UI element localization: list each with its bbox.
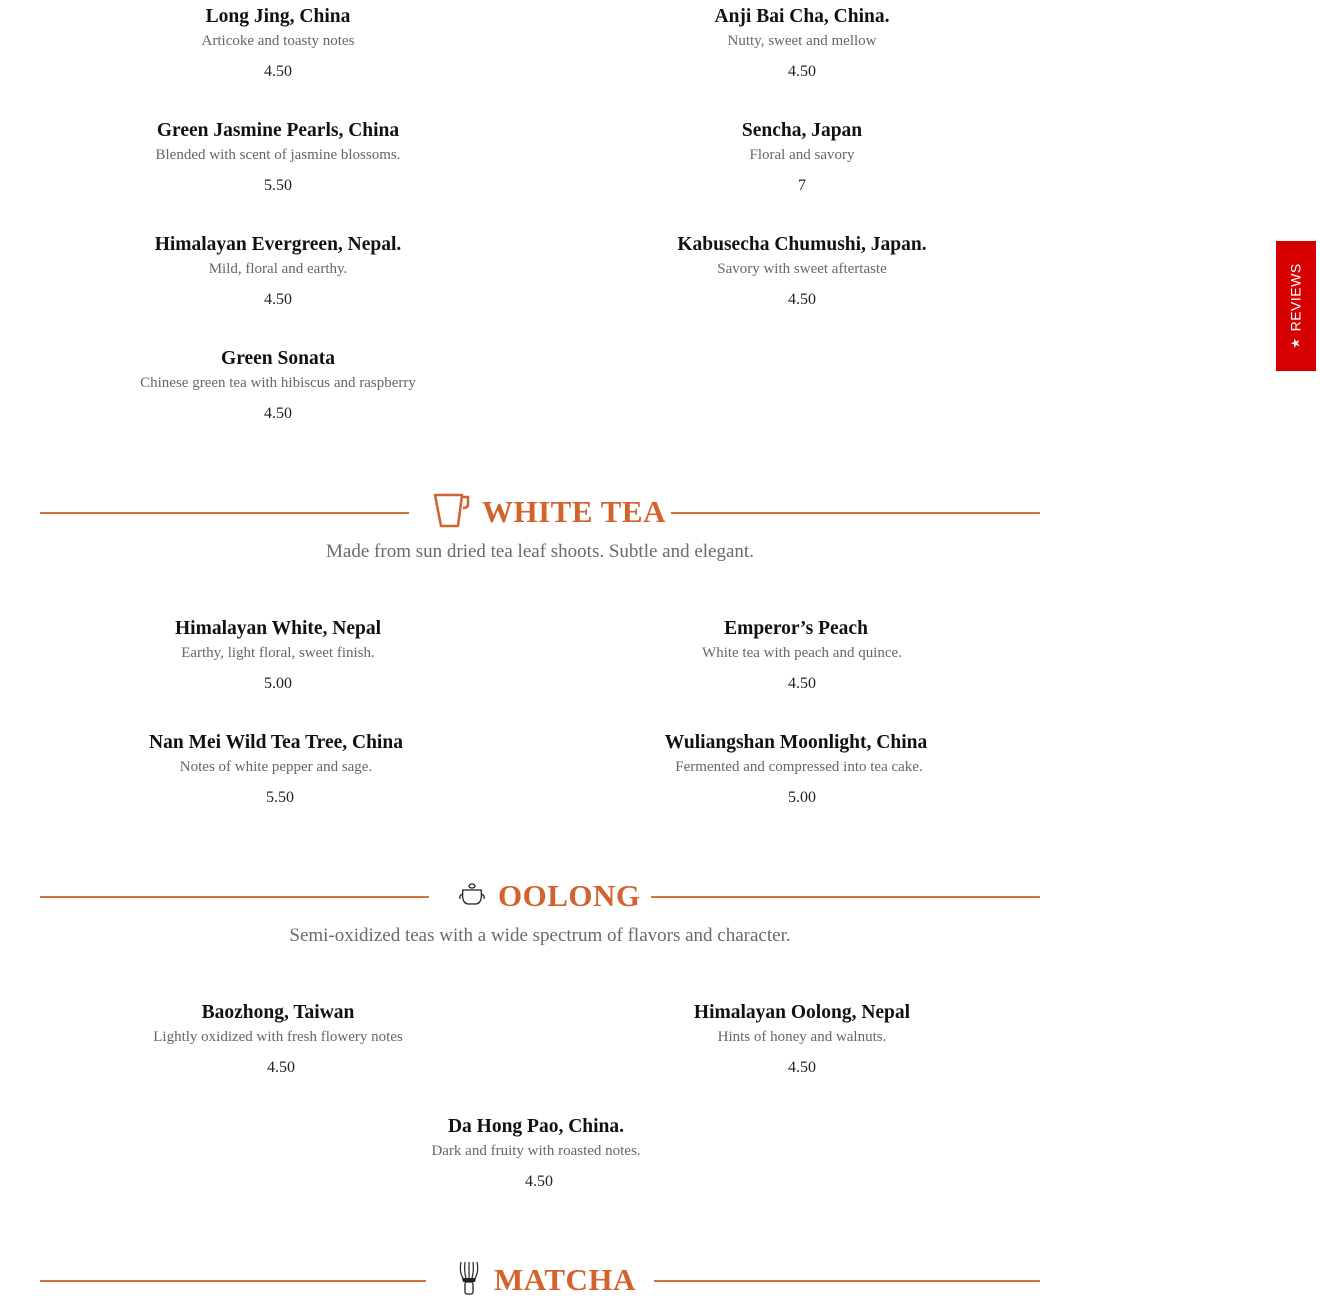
reviews-tab-content [1288, 263, 1304, 348]
menu-item [572, 235, 1032, 308]
section-title-wrap [432, 492, 666, 532]
item-description: Hints of honey and walnuts. [717, 1029, 887, 1045]
item-name: Da Hong Pao, China. [447, 1116, 625, 1137]
item-name: Long Jing, China [205, 6, 351, 27]
item-price: 7 [798, 177, 806, 194]
menu-item [572, 1003, 1032, 1076]
menu-item [48, 7, 508, 80]
item-name: Kabusecha Chumushi, Japan. [677, 234, 927, 255]
menu-item [572, 121, 1032, 194]
teapot-icon [458, 881, 486, 912]
teacup-icon [432, 492, 470, 533]
item-name: Himalayan Oolong, Nepal [693, 1002, 911, 1023]
menu-item [48, 619, 508, 692]
section-title: WHITE TEA [482, 494, 666, 529]
section-header-oolong [40, 876, 1040, 916]
menu-item [48, 121, 508, 194]
item-name: Emperor’s Peach [724, 618, 868, 639]
item-description: Lightly oxidized with fresh flowery notes [153, 1029, 403, 1045]
item-name: Himalayan White, Nepal [174, 618, 382, 639]
section-title: OOLONG [498, 878, 641, 913]
menu-item [46, 733, 506, 806]
item-description: Floral and savory [749, 147, 855, 163]
section-description: Semi-oxidized teas with a wide spectrum of flavors and character. [289, 925, 791, 946]
menu-item [572, 7, 1032, 80]
item-description: Articoke and toasty notes [201, 33, 355, 49]
item-price: 5.00 [264, 675, 292, 692]
item-name: Wuliangshan Moonlight, China [664, 732, 928, 753]
star-icon: ★ [1289, 337, 1303, 349]
menu-item [566, 733, 1026, 806]
item-price: 4.50 [264, 291, 292, 308]
item-price: 4.50 [264, 405, 292, 422]
item-price: 4.50 [788, 1059, 816, 1076]
item-name: Anji Bai Cha, China. [714, 6, 890, 27]
menu-item [566, 619, 1026, 692]
item-price: 5.50 [266, 789, 294, 806]
item-name: Green Sonata [221, 348, 335, 369]
reviews-tab-button[interactable] [1276, 241, 1316, 371]
item-price: 4.50 [267, 1059, 295, 1076]
section-title: MATCHA [494, 1262, 636, 1297]
divider-right [651, 896, 1040, 898]
item-description: Blended with scent of jasmine blossoms. [155, 147, 401, 163]
reviews-tab-label: REVIEWS [1288, 263, 1304, 332]
item-description: Earthy, light floral, sweet finish. [181, 645, 375, 661]
item-name: Baozhong, Taiwan [201, 1002, 355, 1023]
divider-right [654, 1280, 1040, 1282]
menu-item [306, 1117, 766, 1190]
section-title-wrap [458, 876, 641, 916]
divider-left [40, 512, 409, 514]
item-price: 4.50 [264, 63, 292, 80]
divider-right [671, 512, 1040, 514]
item-price: 5.50 [264, 177, 292, 194]
item-description: White tea with peach and quince. [702, 645, 902, 661]
item-description: Mild, floral and earthy. [208, 261, 348, 277]
item-name: Himalayan Evergreen, Nepal. [154, 234, 402, 255]
item-name: Nan Mei Wild Tea Tree, China [149, 732, 403, 753]
item-description: Nutty, sweet and mellow [727, 33, 877, 49]
item-description: Fermented and compressed into tea cake. [675, 759, 923, 775]
menu-item [48, 1003, 508, 1076]
item-name: Sencha, Japan [741, 120, 863, 141]
whisk-icon [456, 1260, 482, 1301]
item-price: 4.50 [525, 1173, 553, 1190]
section-description: Made from sun dried tea leaf shoots. Subtle and elegant. [326, 541, 754, 562]
item-description: Savory with sweet aftertaste [717, 261, 887, 277]
item-description: Chinese green tea with hibiscus and raspberry [140, 375, 416, 391]
divider-left [40, 896, 429, 898]
item-price: 4.50 [788, 675, 816, 692]
item-price: 5.00 [788, 789, 816, 806]
item-name: Green Jasmine Pearls, China [156, 120, 400, 141]
section-header-matcha [40, 1260, 1040, 1300]
menu-item [48, 349, 508, 422]
section-header-white-tea [40, 492, 1040, 532]
item-price: 4.50 [788, 291, 816, 308]
section-title-wrap [456, 1260, 636, 1300]
menu-item [48, 235, 508, 308]
divider-left [40, 1280, 426, 1282]
item-description: Notes of white pepper and sage. [179, 759, 373, 775]
item-description: Dark and fruity with roasted notes. [431, 1143, 641, 1159]
item-price: 4.50 [788, 63, 816, 80]
